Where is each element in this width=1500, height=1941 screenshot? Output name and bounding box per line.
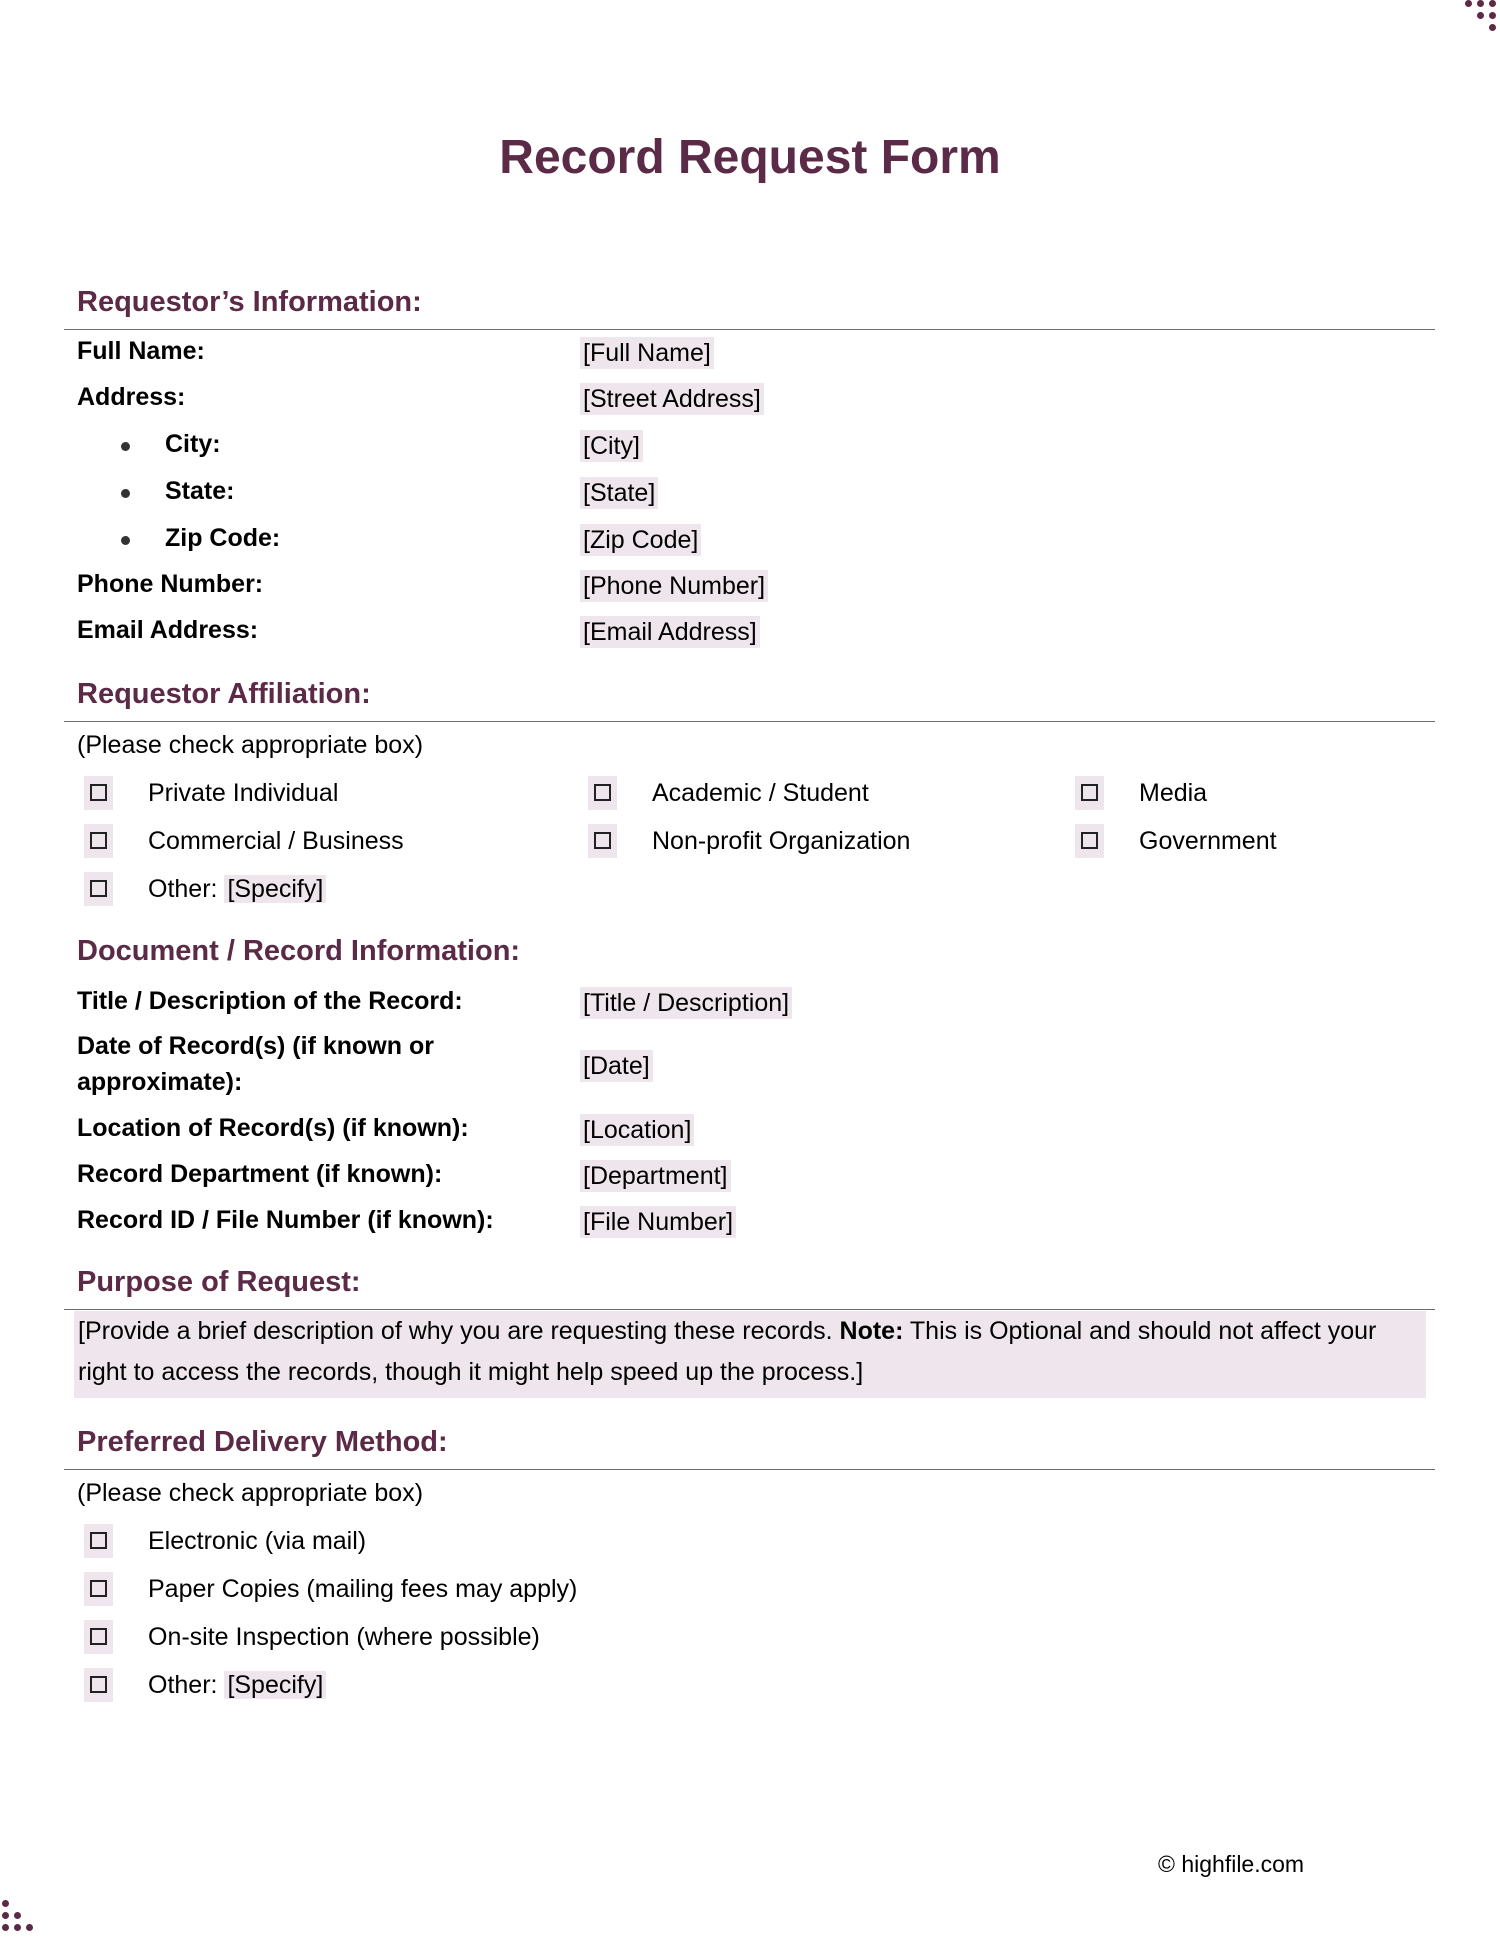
field-label: Address: xyxy=(77,383,186,411)
checkbox-label: Commercial / Business xyxy=(148,827,404,855)
full-name-field[interactable]: [Full Name] xyxy=(580,337,714,369)
specify-affiliation-field[interactable]: [Specify] xyxy=(224,875,326,903)
checkbox-label xyxy=(148,1671,326,1700)
state-field[interactable]: [State] xyxy=(580,477,658,509)
other-label: Other: xyxy=(148,875,218,903)
page-title: Record Request Form xyxy=(499,131,1001,184)
field-label: Record ID / File Number (if known): xyxy=(77,1206,494,1234)
checkbox-label: Media xyxy=(1139,779,1208,807)
affiliation-heading: Requestor Affiliation: xyxy=(77,678,371,710)
field-label: Phone Number: xyxy=(77,570,264,598)
location-field[interactable]: [Location] xyxy=(580,1114,694,1146)
purpose-textarea[interactable] xyxy=(74,1311,1426,1398)
zip-code-field[interactable]: [Zip Code] xyxy=(580,524,701,556)
checkbox-label: Academic / Student xyxy=(652,779,869,807)
other-label: Other: xyxy=(148,1671,218,1699)
bullet-icon xyxy=(121,536,130,545)
purpose-heading: Purpose of Request: xyxy=(77,1266,361,1298)
checkbox-icon[interactable] xyxy=(84,1668,113,1702)
checkbox-icon[interactable] xyxy=(84,776,113,810)
requestor-heading: Requestor’s Information: xyxy=(77,286,422,318)
title-description-field[interactable]: [Title / Description] xyxy=(580,987,792,1019)
delivery-instruction: (Please check appropriate box) xyxy=(77,1479,424,1507)
checkbox-icon[interactable] xyxy=(84,824,113,858)
purpose-text-continued: This is Optional and should not affect your right to access the records, though it might help speed up the process.] xyxy=(78,1317,1377,1386)
email-address-field[interactable]: [Email Address] xyxy=(580,616,760,648)
checkbox-icon[interactable] xyxy=(1075,776,1104,810)
field-label: Record Department (if known): xyxy=(77,1160,443,1188)
note-label: Note: xyxy=(839,1317,904,1345)
specify-delivery-field[interactable]: [Specify] xyxy=(224,1671,326,1699)
field-label: Email Address: xyxy=(77,616,259,644)
checkbox-icon[interactable] xyxy=(84,1524,113,1558)
purpose-text: [Provide a brief description of why you are requesting these records. xyxy=(78,1317,840,1345)
field-label-line1: Date of Record(s) (if known or xyxy=(77,1032,434,1060)
document-heading: Document / Record Information: xyxy=(77,935,521,967)
checkbox-icon[interactable] xyxy=(84,1572,113,1606)
affiliation-instruction: (Please check appropriate box) xyxy=(77,731,424,759)
checkbox-label: Electronic (via mail) xyxy=(148,1527,367,1555)
field-label: Location of Record(s) (if known): xyxy=(77,1114,469,1142)
checkbox-icon[interactable] xyxy=(84,1620,113,1654)
phone-number-field[interactable]: [Phone Number] xyxy=(580,570,768,602)
department-field[interactable]: [Department] xyxy=(580,1160,731,1192)
checkbox-icon[interactable] xyxy=(588,824,617,858)
bullet-icon xyxy=(121,442,130,451)
checkbox-label: On-site Inspection (where possible) xyxy=(148,1623,540,1651)
corner-dots-bottom-left-icon xyxy=(0,1900,45,1941)
date-field[interactable]: [Date] xyxy=(580,1050,653,1082)
field-label: Zip Code: xyxy=(165,524,281,552)
street-address-field[interactable]: [Street Address] xyxy=(580,383,764,415)
checkbox-label: Non-profit Organization xyxy=(652,827,911,855)
checkbox-icon[interactable] xyxy=(588,776,617,810)
corner-dots-top-right-icon xyxy=(1455,0,1500,40)
field-label: City: xyxy=(165,430,221,458)
field-label: Full Name: xyxy=(77,337,205,365)
field-label: State: xyxy=(165,477,235,505)
field-label: Title / Description of the Record: xyxy=(77,987,463,1015)
checkbox-label: Paper Copies (mailing fees may apply) xyxy=(148,1575,578,1603)
city-field[interactable]: [City] xyxy=(580,430,643,462)
file-number-field[interactable]: [File Number] xyxy=(580,1206,736,1238)
checkbox-icon[interactable] xyxy=(1075,824,1104,858)
divider xyxy=(64,721,1435,722)
footer-copyright: © highfile.com xyxy=(1158,1851,1305,1877)
checkbox-icon[interactable] xyxy=(84,872,113,906)
divider xyxy=(64,1469,1435,1470)
checkbox-label: Government xyxy=(1139,827,1277,855)
divider xyxy=(64,329,1435,330)
field-label-line2: approximate): xyxy=(77,1068,243,1096)
delivery-heading: Preferred Delivery Method: xyxy=(77,1426,448,1458)
divider xyxy=(64,1309,1435,1310)
checkbox-label xyxy=(148,875,326,904)
checkbox-label: Private Individual xyxy=(148,779,339,807)
bullet-icon xyxy=(121,489,130,498)
